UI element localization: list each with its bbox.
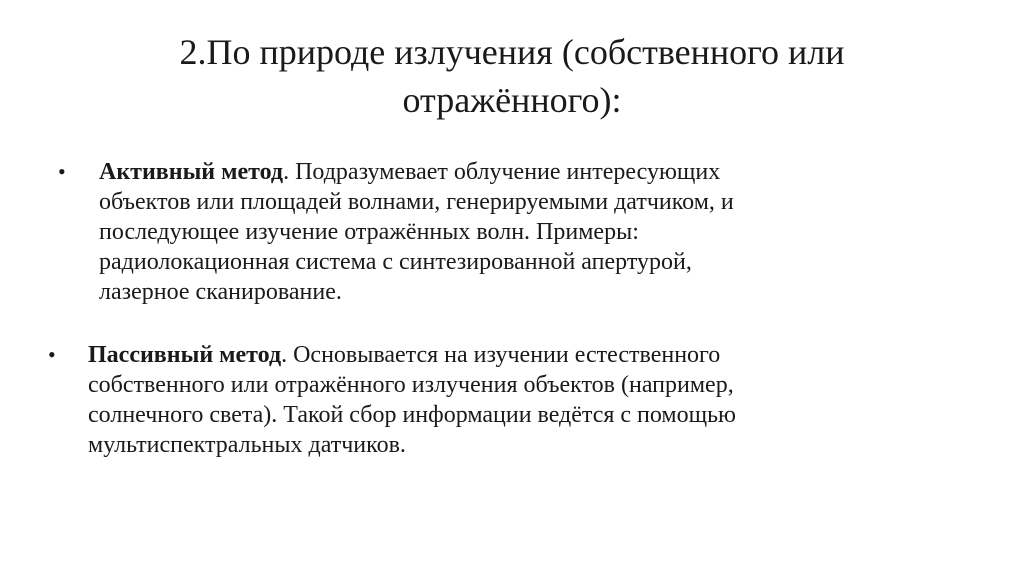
- bullet-line: объектов или площадей волнами, генерируемыми датчиком, и: [99, 189, 734, 215]
- bullet-line: [99, 157, 899, 187]
- bullet-line: собственного или отражённого излучения объектов (например,: [88, 372, 734, 398]
- bullet-marker: •: [48, 342, 56, 367]
- bullet-marker: •: [58, 159, 66, 184]
- slide-title: [0, 28, 1024, 124]
- bullet-text: [88, 340, 908, 460]
- bullet-term: Пассивный метод: [88, 342, 282, 368]
- slide-title-line-2: отражённого):: [402, 80, 622, 120]
- bullet-term: Активный метод: [99, 159, 284, 185]
- bullet-line: лазерное сканирование.: [99, 279, 342, 305]
- slide-title-line-1: 2.По природе излучения (собственного или: [179, 32, 845, 72]
- bullet-text: [99, 157, 899, 307]
- bullet-line: радиолокационная система с синтезированной апертурой,: [99, 249, 692, 275]
- bullet-line: [88, 340, 908, 370]
- bullet-line: мультиспектральных датчиков.: [88, 432, 406, 458]
- bullet-line-text: . Подразумевает облучение интересующих: [283, 159, 721, 185]
- bullet-active-method: [58, 157, 899, 307]
- bullet-passive-method: [48, 340, 908, 460]
- bullet-line-text: . Основывается на изучении естественного: [281, 342, 721, 368]
- bullet-line: солнечного света). Такой сбор информации ведётся с помощью: [88, 402, 736, 428]
- bullet-line: последующее изучение отражённых волн. Примеры:: [99, 219, 639, 245]
